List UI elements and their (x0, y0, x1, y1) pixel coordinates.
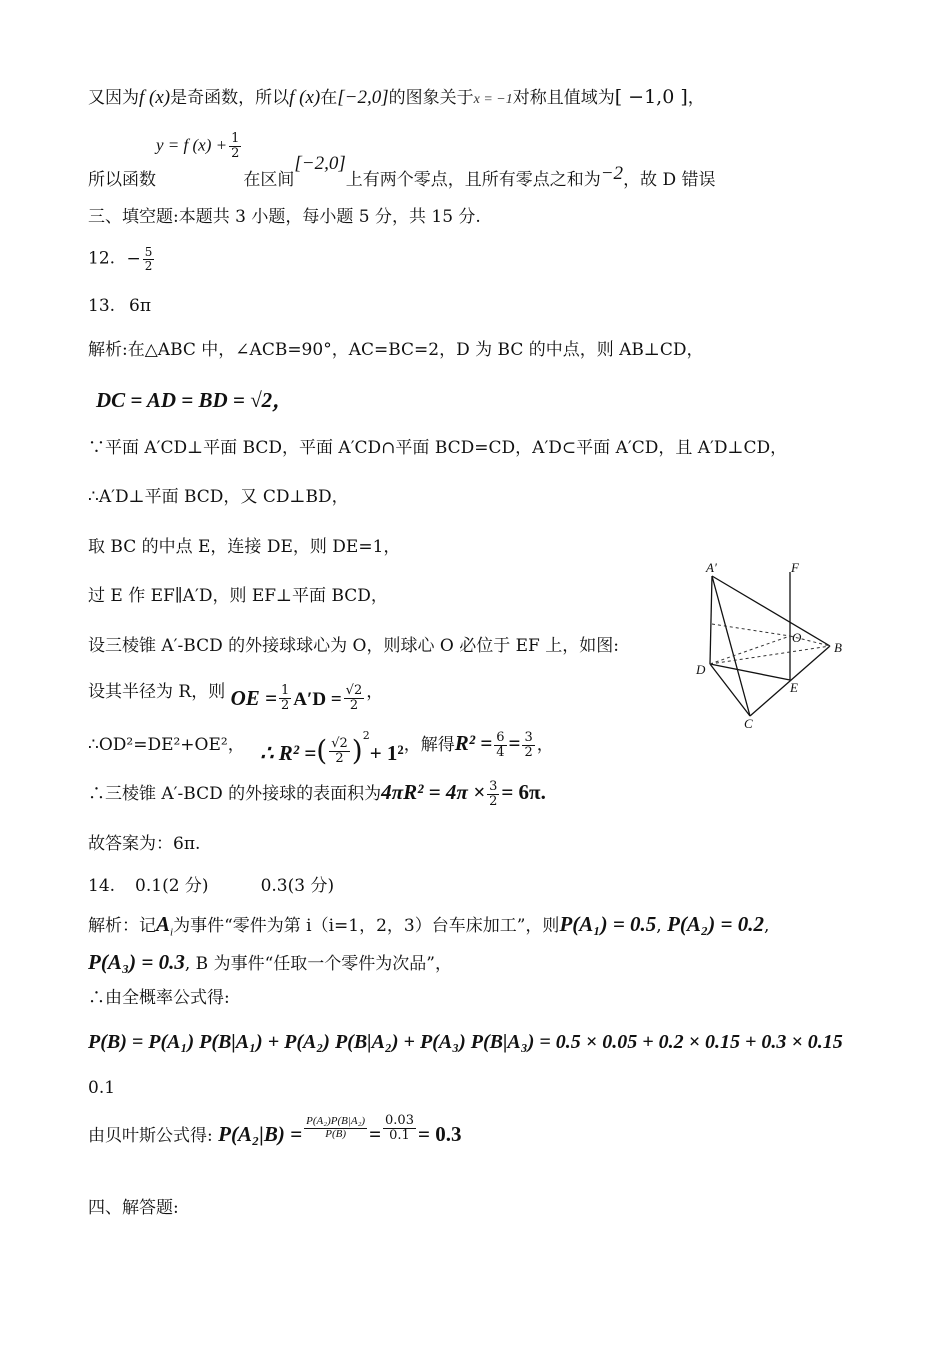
label-c: C (744, 716, 753, 731)
q14-total-probability: P(B) = P(A₁) P(B|A₁) + P(A₂) P(B|A₂) + P(A₃) P(B|A₃) = 0.5 × 0.05 + 0.2 × 0.15 + 0.3 × 0.15 (88, 1031, 843, 1053)
edge-d-c (710, 664, 750, 716)
label-a: A′ (706, 560, 717, 575)
line-zeros: 所以函数y = f (x) + $\frac{1}{2}$ 在区间[−2,0]上有两个零点，且所有零点之和为−2，故 D 错误 (88, 131, 716, 190)
q13-step-8: 设其半径为 R，则 OE = $\frac{1}{2}$ A′D = $\frac{√2}{2}$ ， (88, 682, 384, 713)
q14-result: 0.1 (88, 1078, 116, 1098)
q13-step-3: ∵平面 A′CD⊥平面 BCD，平面 A′CD∩平面 BCD=CD，A′D⊂平面 A′CD，且 A′D⊥CD， (88, 438, 788, 458)
tetrahedron-figure (690, 558, 850, 733)
question-14: 14. 0.1(2 分) 0.3(3 分) (88, 876, 335, 896)
q14-step-2: P(A₃) = 0.3, B 为事件“任取一个零件为次品”， (88, 950, 452, 974)
edge-a-b (712, 576, 830, 646)
section-three-heading: 三、填空题:本题共 3 小题，每小题 5 分，共 15 分. (88, 207, 481, 227)
section-four-heading: 四、解答题: (88, 1198, 179, 1218)
q13-step-10: ∴三棱锥 A′-BCD 的外接球的表面积为4πR² = 4π × $\frac{3}{2}$ = 6π. (88, 779, 546, 809)
q13-step-7: 设三棱锥 A′-BCD 的外接球球心为 O，则球心 O 必位于 EF 上，如图: (88, 636, 619, 656)
edge-d-e (710, 664, 790, 680)
q14-step-1: 解析：记$A_i$为事件“零件为第 i（i=1，2，3）台车床加工”，则P(A₁) = 0.5, P(A₂) = 0.2, (88, 912, 770, 939)
label-d: D (696, 662, 706, 677)
q14-bayes: 由贝叶斯公式得: P(A₂|B) = $\frac{\text{P(A₂)P(B|A₂)}}{P(B)}$ = $\frac{0.03}{0.1}$ = 0.3 (88, 1113, 462, 1146)
q13-final-answer: 故答案为：6π. (88, 834, 201, 854)
question-13: 13. 6π (88, 296, 152, 316)
q13-step-6: 过 E 作 EF∥A′D，则 EF⊥平面 BCD， (88, 586, 388, 606)
label-f: F (791, 560, 799, 575)
label-e: E (790, 680, 798, 695)
question-12: 12. − $\frac{5}{2}$ (88, 245, 153, 273)
q13-step-1: 解析:在△ABC 中，∠ACB=90°，AC=BC=2，D 为 BC 的中点，则 AB⊥CD， (88, 340, 704, 360)
q13-step-5: 取 BC 的中点 E，连接 DE，则 DE=1， (88, 537, 401, 557)
edge-a-c (712, 576, 750, 716)
label-b: B (834, 640, 842, 655)
q14-step-3: ∴由全概率公式得: (88, 988, 230, 1008)
line-odd-function: 又因为f (x)是奇函数，所以f (x)在[−2,0]的图象关于x = −1对称且值域为[ −1,0 ]， (88, 86, 705, 108)
q13-step-2: DC = AD = BD = √2， (96, 388, 294, 412)
q13-step-4: ∴A′D⊥平面 BCD，又 CD⊥BD， (88, 487, 349, 507)
dashed-d-o (710, 636, 790, 664)
edge-a-d (710, 576, 712, 664)
label-o: O (792, 630, 802, 645)
dashed-a-o (712, 624, 790, 636)
q13-step-9: ∴OD²=DE²+OE²， ∴ R² =( $\frac{√2}{2}$ )$^2$+ 1²，解得R² = $\frac{6}{4}$ = $\frac{3}{2}$ ， (88, 729, 554, 767)
